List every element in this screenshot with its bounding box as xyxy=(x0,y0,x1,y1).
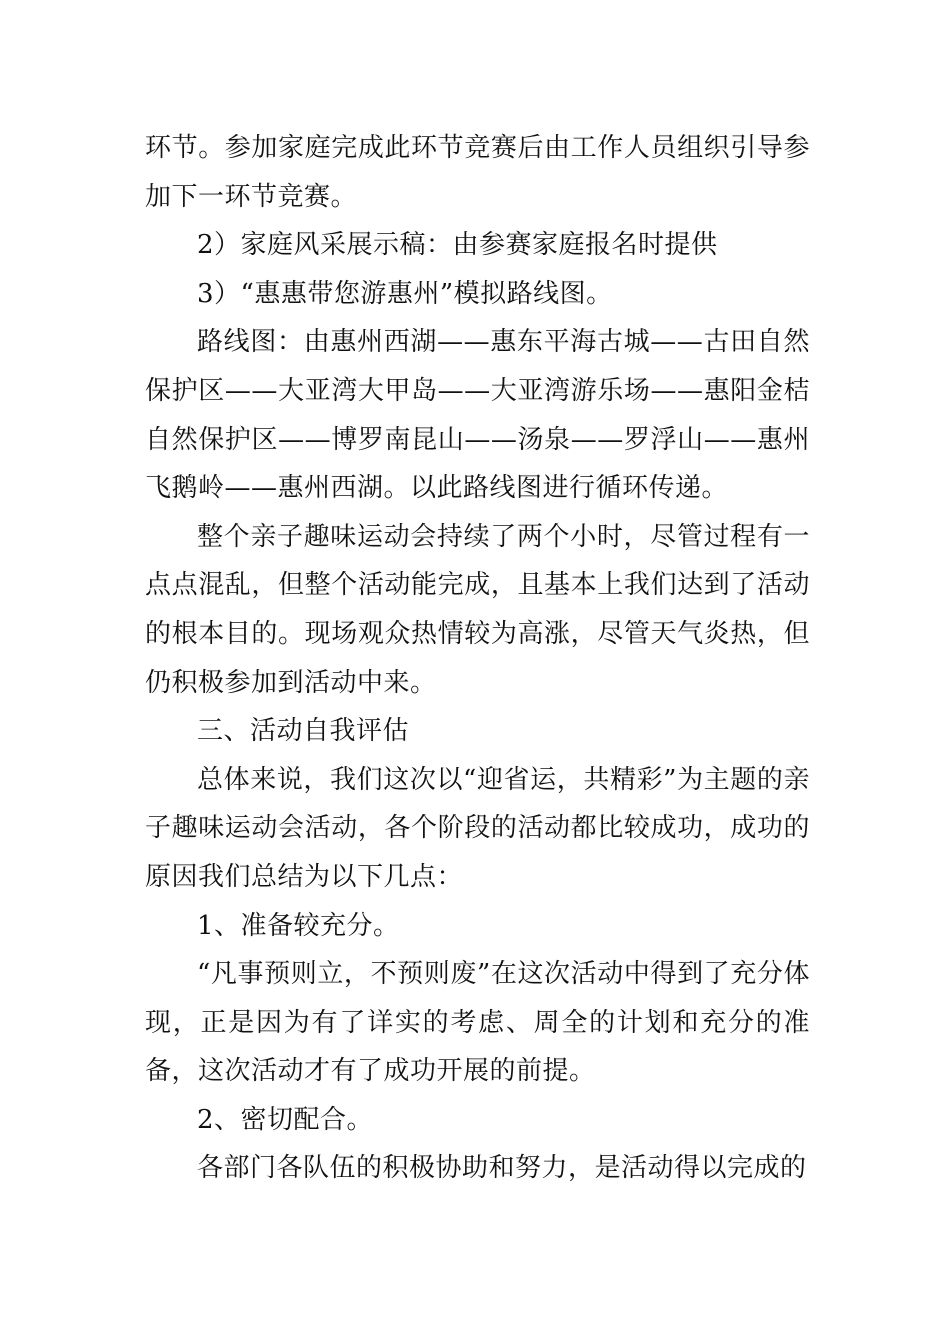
point-heading-preparation: 1、准备较充分。 xyxy=(197,910,400,941)
point-heading-cooperation: 2、密切配合。 xyxy=(197,1104,374,1135)
document-body xyxy=(145,124,810,1193)
section-heading-self-evaluation: 三、活动自我评估 xyxy=(197,716,410,747)
paragraph-preparation: “凡事预则立，不预则废”在这次活动中得到了充分体现，正是因为有了详实的考虑、周全的计划和充分的准备，这次活动才有了成功开展的前提。 xyxy=(145,959,810,1087)
paragraph-event-summary: 整个亲子趣味运动会持续了两个小时，尽管过程有一点点混乱，但整个活动能完成，且基本上我们达到了活动的根本目的。现场观众热情较为高涨，尽管天气炎热，但仍积极参加到活动中来。 xyxy=(145,521,810,698)
paragraph-route-map-title: 3）“惠惠带您游惠州”模拟路线图。 xyxy=(197,278,613,309)
paragraph-continued: 环节。参加家庭完成此环节竞赛后由工作人员组织引导参加下一环节竞赛。 xyxy=(145,133,810,212)
paragraph-showcase-draft: 2）家庭风采展示稿：由参赛家庭报名时提供 xyxy=(197,230,718,261)
paragraph-route-map: 路线图：由惠州西湖——惠东平海古城——古田自然保护区——大亚湾大甲岛——大亚湾游乐场——惠阳金桔自然保护区——博罗南昆山——汤泉——罗浮山——惠州飞鹅岭——惠州西湖。以此路线图进行循环传递。 xyxy=(145,327,810,504)
paragraph-cooperation: 各部门各队伍的积极协助和努力，是活动得以完成的 xyxy=(197,1153,807,1184)
paragraph-overall: 总体来说，我们这次以“迎省运，共精彩”为主题的亲子趣味运动会活动，各个阶段的活动都比较成功，成功的原因我们总结为以下几点： xyxy=(145,764,810,892)
